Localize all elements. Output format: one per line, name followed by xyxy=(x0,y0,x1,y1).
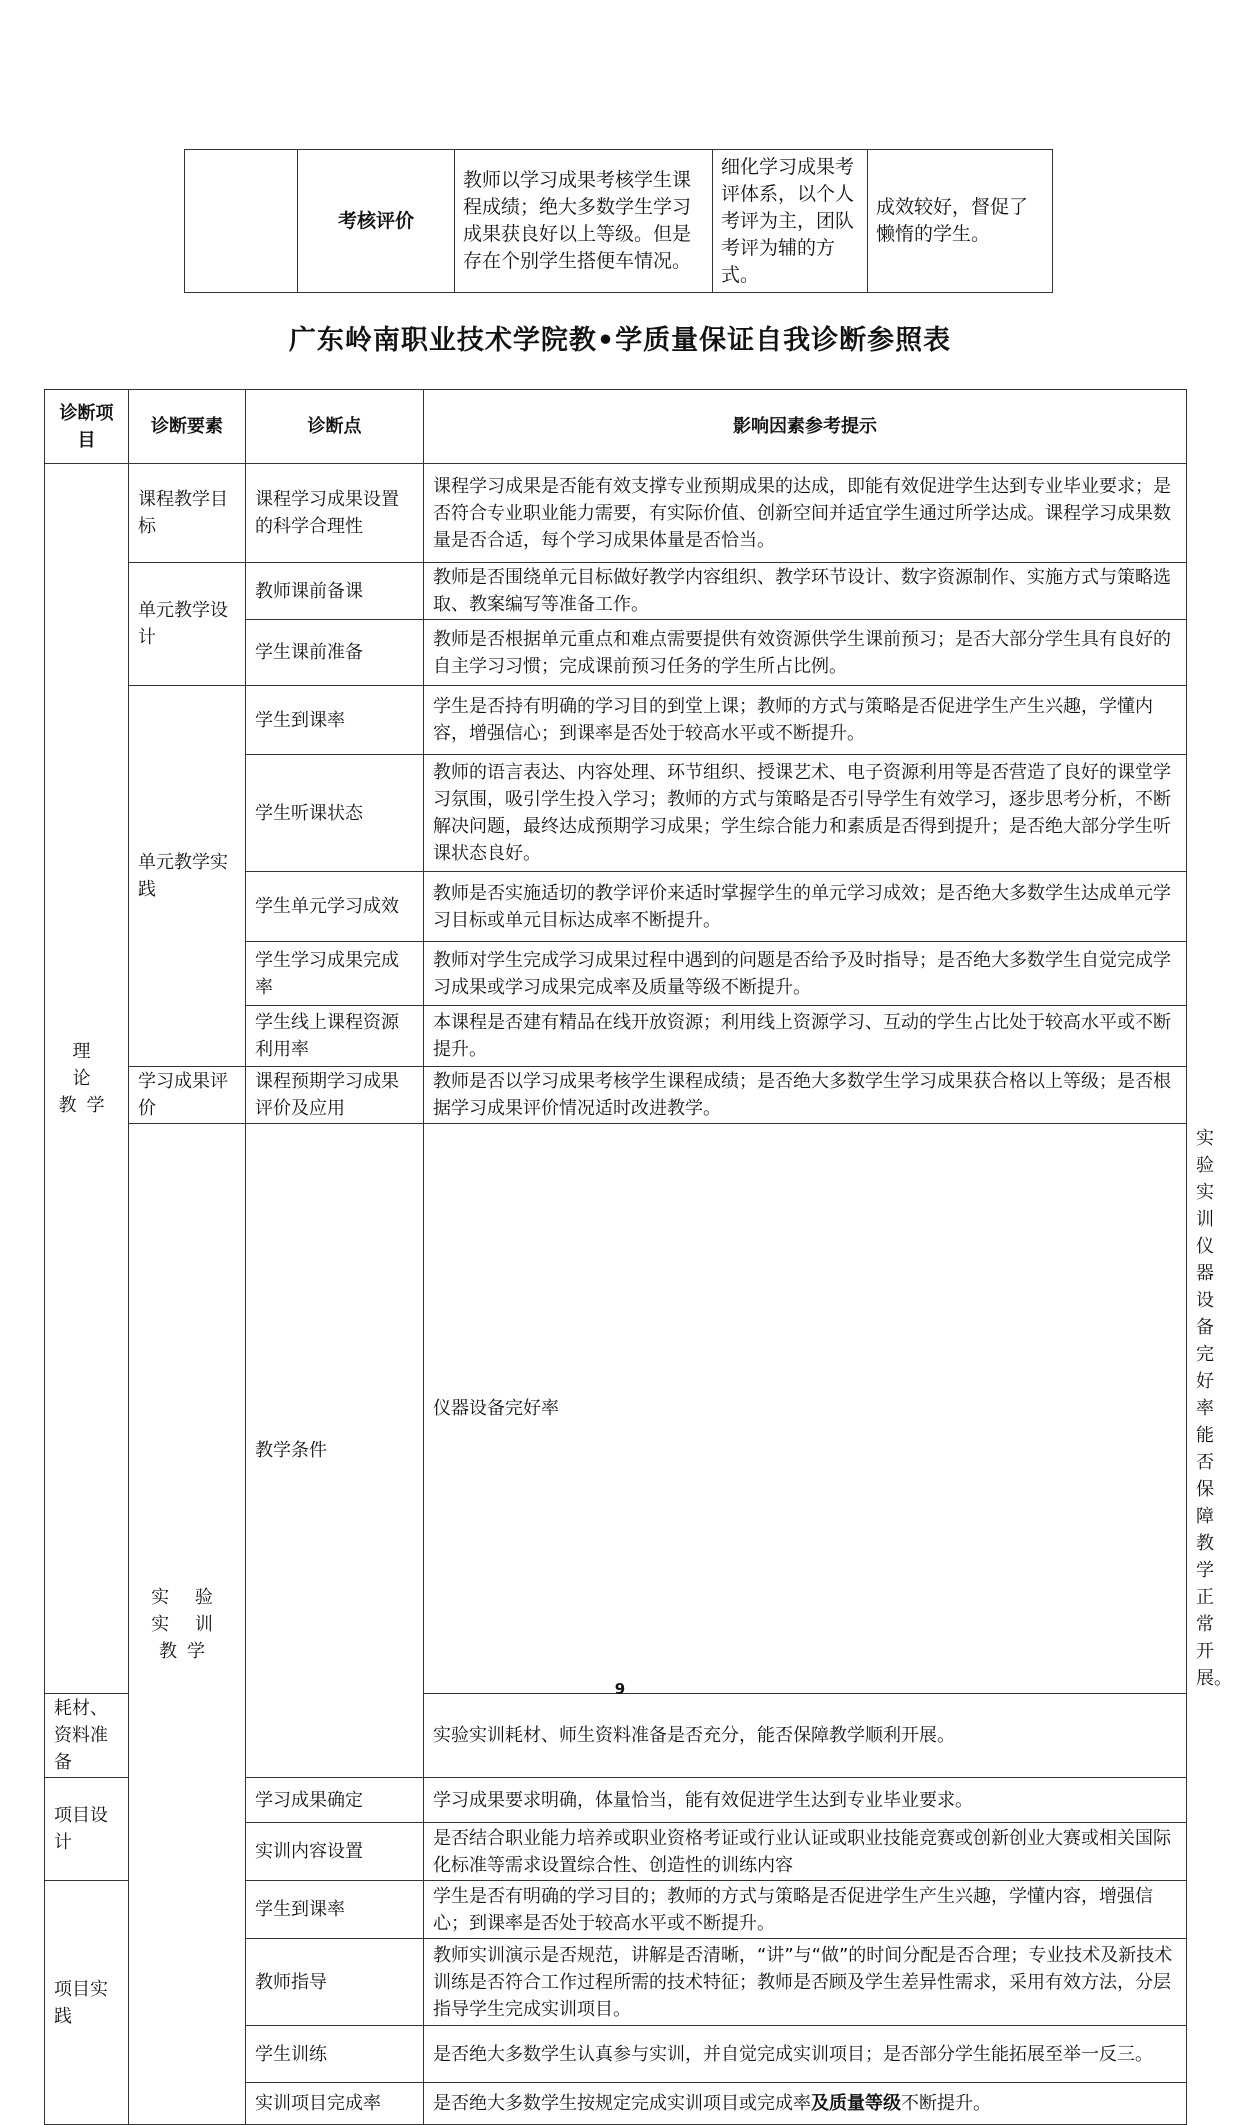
point-cell: 实训项目完成率 xyxy=(246,2083,424,2125)
point-cell: 教师指导 xyxy=(246,1939,424,2026)
hint-cell: 教师对学生完成学习成果过程中遇到的问题是否给予及时指导；是否绝大多数学生自觉完成学习成果或学习成果完成率及质量等级不断提升。 xyxy=(424,942,1187,1006)
hint-cell xyxy=(424,2083,1187,2125)
hint-cell: 学生是否有明确的学习目的；教师的方式与策略是否促进学生产生兴趣，学懂内容，增强信心；到课率是否处于较高水平或不断提升。 xyxy=(424,1881,1187,1939)
page-number: 9 xyxy=(614,1680,626,1698)
point-cell: 教师课前备课 xyxy=(246,563,424,620)
header-row xyxy=(45,390,1187,464)
continued-table xyxy=(184,149,1053,293)
hint-cell: 学习成果要求明确，体量恰当，能有效促进学生达到专业毕业要求。 xyxy=(424,1778,1187,1823)
hint-cell: 教师是否根据单元重点和难点需要提供有效资源供学生课前预习；是否大部分学生具有良好的自主学习习惯；完成课前预习任务的学生所占比例。 xyxy=(424,620,1187,686)
table-row: 实 验 实 训 教学 教学条件 仪器设备完好率 实验实训仪器设备完好率能否保障教学正常开展。 xyxy=(45,1124,1187,1694)
point-cell: 实训内容设置 xyxy=(246,1823,424,1881)
diagnosis-table xyxy=(44,389,1232,2125)
point-cell: 学生训练 xyxy=(246,2026,424,2083)
hint-cell: 实验实训耗材、师生资料准备是否充分，能否保障教学顺利开展。 xyxy=(424,1694,1187,1778)
header-hint: 影响因素参考提示 xyxy=(424,390,1187,464)
hint-cell: 是否绝大多数学生认真参与实训，并自觉完成实训项目；是否部分学生能拓展至举一反三。 xyxy=(424,2026,1187,2083)
point-cell: 学生听课状态 xyxy=(246,755,424,872)
element-cell: 项目实践 xyxy=(45,1881,129,2125)
table-cell: 教师以学习成果考核学生课程成绩；绝大多数学生学习成果获良好以上等级。但是存在个别学生搭便车情况。 xyxy=(455,150,713,293)
hint-cell: 学生是否持有明确的学习目的到堂上课；教师的方式与策略是否促进学生产生兴趣，学懂内容，增强信心；到课率是否处于较高水平或不断提升。 xyxy=(424,686,1187,755)
element-cell: 学习成果评价 xyxy=(129,1067,246,1124)
point-cell: 学习成果确定 xyxy=(246,1778,424,1823)
table-row xyxy=(45,464,1187,563)
point-cell: 学生课前准备 xyxy=(246,620,424,686)
element-cell: 单元教学实践 xyxy=(129,686,246,1067)
point-cell: 学生到课率 xyxy=(246,1881,424,1939)
point-cell: 学生线上课程资源利用率 xyxy=(246,1006,424,1067)
hint-cell: 教师是否实施适切的教学评价来适时掌握学生的单元学习成效；是否绝大多数学生达成单元学习目标或单元目标达成率不断提升。 xyxy=(424,872,1187,942)
hint-cell: 本课程是否建有精品在线开放资源；利用线上资源学习、互动的学生占比处于较高水平或不断提升。 xyxy=(424,1006,1187,1067)
hint-cell: 是否结合职业能力培养或职业资格考证或行业认证或职业技能竞赛或创新创业大赛或相关国际化标准等需求设置综合性、创造性的训练内容 xyxy=(424,1823,1187,1881)
point-cell: 学生单元学习成效 xyxy=(246,872,424,942)
table-cell: 细化学习成果考评体系，以个人考评为主，团队考评为辅的方式。 xyxy=(713,150,868,293)
hint-cell: 教师实训演示是否规范，讲解是否清晰，“讲”与“做”的时间分配是否合理；专业技术及新技术训练是否符合工作过程所需的技术特征；教师是否顾及学生差异性需求，采用有效方法，分层指导学生完成实训项目。 xyxy=(424,1939,1187,2026)
element-cell: 教学条件 xyxy=(246,1124,424,1778)
hint-cell: 课程学习成果是否能有效支撑专业预期成果的达成，即能有效促进学生达到专业毕业要求；是否符合专业职业能力需要，有实际价值、创新空间并适宜学生通过所学达成。课程学习成果数量是否合适，每个学习成果体量是否恰当。 xyxy=(424,464,1187,563)
point-cell: 仪器设备完好率 xyxy=(424,1124,1187,1694)
header-point: 诊断点 xyxy=(246,390,424,464)
table-cell: 成效较好，督促了懒惰的学生。 xyxy=(868,150,1053,293)
hint-text: 是否绝大多数学生按规定完成实训项目或完成率 xyxy=(433,2093,811,2114)
hint-bold-text: 及质量等级 xyxy=(811,2093,901,2114)
element-cell: 单元教学设计 xyxy=(129,563,246,686)
point-cell: 学生学习成果完成率 xyxy=(246,942,424,1006)
table-row xyxy=(185,150,1053,293)
header-element: 诊断要素 xyxy=(129,390,246,464)
element-cell: 项目设计 xyxy=(45,1778,129,1881)
hint-cell: 教师是否以学习成果考核学生课程成绩；是否绝大多数学生学习成果获合格以上等级；是否根据学习成果评价情况适时改进教学。 xyxy=(424,1067,1187,1124)
table-row xyxy=(45,563,1187,620)
point-cell: 课程预期学习成果评价及应用 xyxy=(246,1067,424,1124)
table-row xyxy=(45,686,1187,755)
row-label: 考核评价 xyxy=(298,150,455,293)
hint-cell: 教师是否围绕单元目标做好教学内容组织、教学环节设计、数字资源制作、实施方式与策略选取、教案编写等准备工作。 xyxy=(424,563,1187,620)
element-cell: 课程教学目标 xyxy=(129,464,246,563)
hint-cell: 教师的语言表达、内容处理、环节组织、授课艺术、电子资源利用等是否营造了良好的课堂学习氛围，吸引学生投入学习；教师的方式与策略是否引导学生有效学习，逐步思考分析，不断解决问题，最终达成预期学习成果；学生综合能力和素质是否得到提升；是否绝大部分学生听课状态良好。 xyxy=(424,755,1187,872)
page-title: 广东岭南职业技术学院教•学质量保证自我诊断参照表 xyxy=(288,325,952,356)
point-cell: 耗材、资料准备 xyxy=(45,1694,129,1778)
table-row xyxy=(45,1067,1187,1124)
header-item: 诊断项目 xyxy=(45,390,129,464)
point-cell: 学生到课率 xyxy=(246,686,424,755)
project-cell: 实 验 实 训 教学 xyxy=(129,1124,246,2125)
point-cell: 课程学习成果设置的科学合理性 xyxy=(246,464,424,563)
empty-cell xyxy=(185,150,298,293)
hint-text: 不断提升。 xyxy=(901,2093,991,2114)
project-cell: 理 论 教学 xyxy=(45,464,129,1694)
